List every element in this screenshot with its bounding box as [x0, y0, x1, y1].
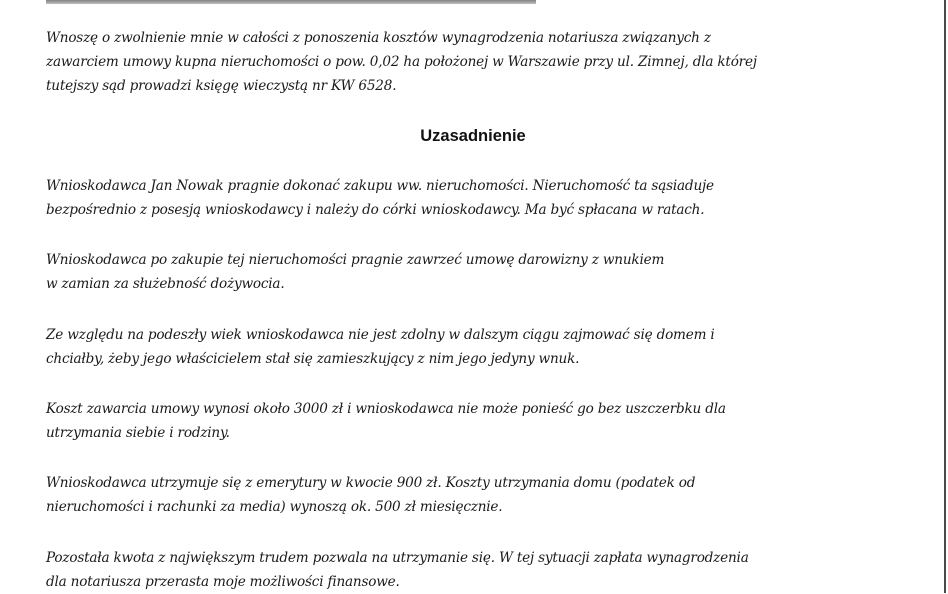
- text-line: tutejszy sąd prowadzi księgę wieczystą nr KW 6528.: [46, 78, 397, 94]
- justification-paragraph-3: [46, 323, 715, 371]
- text-line: Wnioskodawca Jan Nowak pragnie dokonać zakupu ww. nieruchomości. Nieruchomość ta sąsiaduje: [46, 178, 714, 194]
- text-line: bezpośrednio z posesją wnioskodawcy i należy do córki wnioskodawcy. Ma być spłacana w ratach.: [46, 202, 705, 218]
- justification-paragraph-5: [46, 471, 695, 519]
- text-line: Wnioskodawca po zakupie tej nieruchomości pragnie zawrzeć umowę darowizny z wnukiem: [46, 252, 665, 268]
- justification-paragraph-6: [46, 546, 749, 594]
- text-line: nieruchomości i rachunki za media) wynoszą ok. 500 zł miesięcznie.: [46, 499, 503, 515]
- text-line: Pozostała kwota z największym trudem pozwala na utrzymanie się. W tej sytuacji zapłata wynagrodzenia: [46, 550, 749, 566]
- justification-paragraph-1: [46, 174, 714, 222]
- text-line: dla notariusza przerasta moje możliwości finansowe.: [46, 574, 400, 590]
- text-line: utrzymania siebie i rodziny.: [46, 425, 230, 441]
- text-line: chciałby, żeby jego właścicielem stał się zamieszkujący z nim jego jedyny wnuk.: [46, 351, 580, 367]
- text-line: w zamian za służebność dożywocia.: [46, 276, 285, 292]
- section-heading: Uzasadnienie: [420, 127, 526, 145]
- text-line: zawarciem umowy kupna nieruchomości o pow. 0,02 ha położonej w Warszawie przy ul. Zimnej, dla której: [46, 54, 757, 70]
- text-line: Wnoszę o zwolnienie mnie w całości z ponoszenia kosztów wynagrodzenia notariusza związanych z: [46, 30, 711, 46]
- justification-paragraph-2: [46, 248, 664, 296]
- text-line: Wnioskodawca utrzymuje się z emerytury w kwocie 900 zł. Koszty utrzymania domu (podatek od: [46, 475, 696, 491]
- justification-paragraph-4: [46, 397, 726, 445]
- request-paragraph: [46, 26, 757, 98]
- text-line: Koszt zawarcia umowy wynosi około 3000 zł i wnioskodawca nie może ponieść go bez uszczerbku dla: [46, 401, 726, 417]
- cropped-text-line: [46, 0, 536, 4]
- text-line: Ze względu na podeszły wiek wnioskodawca nie jest zdolny w dalszym ciągu zajmować się domem i: [46, 327, 715, 343]
